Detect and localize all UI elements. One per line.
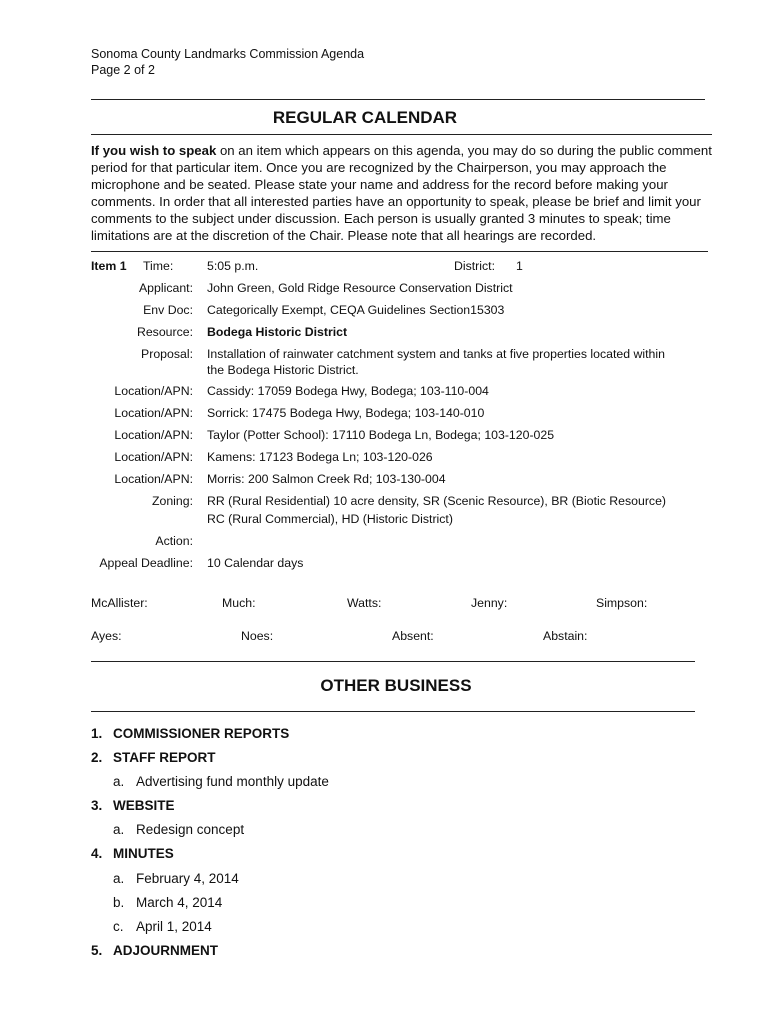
proposal-value: Installation of rainwater catchment system and tanks at five properties located within [207, 347, 665, 361]
resource-label: Resource: [136, 325, 193, 339]
district-value: 1 [516, 259, 523, 273]
sub-item-minutes-feb [113, 871, 239, 886]
sub-text: Redesign concept [136, 822, 245, 837]
sub-text: February 4, 2014 [136, 871, 239, 886]
zoning-label: Zoning: [151, 494, 193, 508]
env-doc-label: Env Doc: [143, 303, 193, 317]
divider [91, 99, 705, 100]
sub-item-minutes-mar [113, 895, 222, 910]
item-number: Item 1 [91, 259, 127, 273]
vote-absent: Absent: [392, 629, 434, 643]
list-item-minutes [91, 846, 174, 861]
applicant-value: John Green, Gold Ridge Resource Conservation District [207, 281, 513, 295]
list-item-commissioner-reports [91, 726, 289, 741]
intro-bold: If you wish to speak [91, 143, 217, 158]
location-label: Location/APN: [114, 428, 193, 442]
speaking-instructions [91, 142, 731, 244]
location-label: Location/APN: [114, 406, 193, 420]
commissioner-watts: Watts: [347, 596, 382, 610]
zoning-value: RR (Rural Residential) 10 acre density, SR (Scenic Resource), BR (Biotic Resource) [207, 494, 667, 508]
commissioner-simpson: Simpson: [596, 596, 648, 610]
location-label: Location/APN: [114, 450, 193, 464]
list-label: COMMISSIONER REPORTS [113, 726, 290, 741]
env-doc-value: Categorically Exempt, CEQA Guidelines Section15303 [207, 303, 505, 317]
list-number: 1. [91, 726, 103, 741]
location-value: Kamens: 17123 Bodega Ln; 103-120-026 [207, 450, 433, 464]
proposal-value-line2: the Bodega Historic District. [207, 363, 359, 377]
time-value: 5:05 p.m. [207, 259, 259, 273]
list-number: 2. [91, 750, 103, 765]
sub-letter: a. [113, 774, 125, 789]
location-value: Cassidy: 17059 Bodega Hwy, Bodega; 103-110-004 [207, 384, 489, 398]
divider [91, 134, 712, 135]
commissioner-jenny: Jenny: [471, 596, 508, 610]
sub-letter: c. [113, 919, 124, 934]
divider [91, 251, 708, 252]
sub-letter: b. [113, 895, 125, 910]
list-label: ADJOURNMENT [113, 943, 219, 958]
sub-item-advertising-fund [113, 774, 329, 789]
commissioner-mcallister: McAllister: [91, 596, 148, 610]
divider [91, 711, 695, 712]
zoning-value-line2: RC (Rural Commercial), HD (Historic District) [207, 512, 453, 526]
list-label: MINUTES [113, 846, 174, 861]
list-number: 5. [91, 943, 103, 958]
sub-text: April 1, 2014 [136, 919, 212, 934]
sub-item-redesign [113, 822, 244, 837]
list-number: 4. [91, 846, 103, 861]
location-value: Taylor (Potter School): 17110 Bodega Ln, Bodega; 103-120-025 [207, 428, 555, 442]
applicant-label: Applicant: [138, 281, 193, 295]
list-item-website [91, 798, 175, 813]
appeal-deadline-label: Appeal Deadline: [99, 556, 193, 570]
location-label: Location/APN: [114, 384, 193, 398]
commissioner-much: Much: [222, 596, 256, 610]
location-label: Location/APN: [114, 472, 193, 486]
list-label: STAFF REPORT [113, 750, 216, 765]
action-label: Action: [155, 534, 193, 548]
list-item-adjournment [91, 943, 218, 958]
district-label: District: [454, 259, 495, 273]
list-label: WEBSITE [113, 798, 175, 813]
list-item-staff-report [91, 750, 216, 765]
proposal-label: Proposal: [141, 347, 193, 361]
vote-ayes: Ayes: [91, 629, 122, 643]
sub-text: March 4, 2014 [136, 895, 223, 910]
regular-calendar-title: REGULAR CALENDAR [272, 108, 458, 127]
appeal-deadline-value: 10 Calendar days [207, 556, 304, 570]
other-business-title: OTHER BUSINESS [320, 676, 472, 695]
sub-item-minutes-apr [113, 919, 212, 934]
sub-letter: a. [113, 822, 125, 837]
time-label: Time: [143, 259, 174, 273]
header-page-number: Page 2 of 2 [91, 63, 155, 77]
header-title: Sonoma County Landmarks Commission Agenda [91, 47, 365, 61]
sub-text: Advertising fund monthly update [136, 774, 329, 789]
intro-text: on an item which appears on this agenda, you may do so during the public comment period for that particular item. Once you are recognized by the Chairperson, you may approach the microphone and be seated. Please state your name and address for the record before making your comments. In order that all interested parties have an opportunity to speak, please be brief and limit your comments to the subject under discussion. Each person is usually granted 3 minutes to speak; time limitations are at the discretion of the Chair. Please note that all hearings are recorded. [91, 143, 712, 243]
page-header [91, 46, 364, 78]
sub-letter: a. [113, 871, 125, 886]
vote-abstain: Abstain: [543, 629, 588, 643]
divider [91, 661, 695, 662]
vote-noes: Noes: [241, 629, 274, 643]
resource-value: Bodega Historic District [207, 325, 348, 339]
location-value: Morris: 200 Salmon Creek Rd; 103-130-004 [207, 472, 446, 486]
list-number: 3. [91, 798, 103, 813]
location-value: Sorrick: 17475 Bodega Hwy, Bodega; 103-140-010 [207, 406, 485, 420]
